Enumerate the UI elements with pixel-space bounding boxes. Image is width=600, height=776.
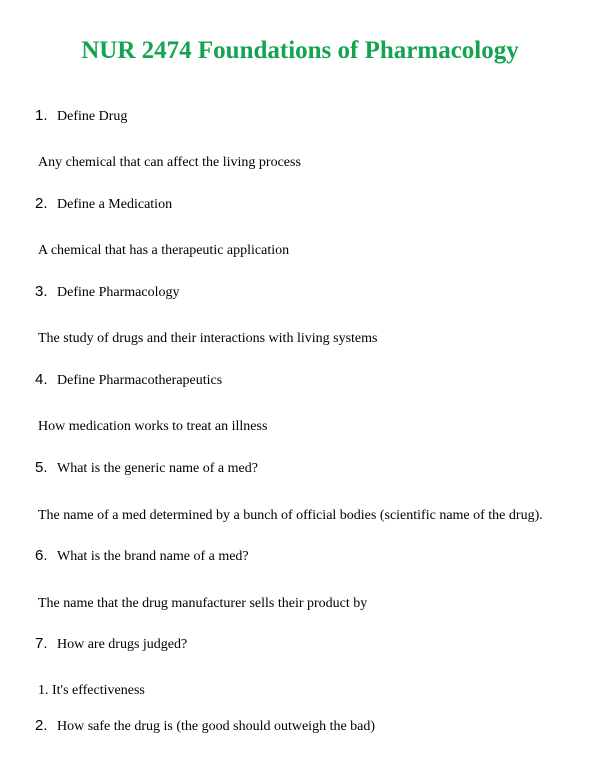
- question-number: 7.: [35, 635, 48, 652]
- answer-text: 1. It's effectiveness: [38, 683, 145, 698]
- question-item: [35, 282, 179, 303]
- question-text: Define Drug: [57, 109, 128, 124]
- answer-text: How medication works to treat an illness: [38, 419, 268, 434]
- question-item: [35, 106, 127, 127]
- question-text: Define a Medication: [57, 197, 173, 212]
- question-text: Define Pharmacotherapeutics: [57, 373, 223, 388]
- question-item: [35, 194, 172, 215]
- question-text: What is the brand name of a med?: [57, 549, 249, 564]
- question-number: 2.: [35, 717, 48, 734]
- answer-text: Any chemical that can affect the living process: [38, 155, 301, 170]
- answer-text: A chemical that has a therapeutic application: [38, 243, 290, 258]
- question-number: 4.: [35, 371, 48, 388]
- question-item: [35, 458, 258, 479]
- question-number: 2.: [35, 195, 48, 212]
- question-text: How are drugs judged?: [57, 637, 188, 652]
- question-text: How safe the drug is (the good should outweigh the bad): [57, 719, 376, 734]
- answer-text: The name that the drug manufacturer sells their product by: [38, 596, 368, 611]
- document-title: NUR 2474 Foundations of Pharmacology: [81, 37, 519, 64]
- answer-text: The study of drugs and their interactions with living systems: [38, 331, 378, 346]
- question-item: [35, 634, 187, 655]
- question-text: Define Pharmacology: [57, 285, 180, 300]
- question-number: 1.: [35, 107, 48, 124]
- question-number: 3.: [35, 283, 48, 300]
- question-number: 6.: [35, 547, 48, 564]
- question-item: [35, 546, 249, 567]
- question-item: [35, 716, 375, 737]
- question-text: What is the generic name of a med?: [57, 461, 258, 476]
- question-number: 5.: [35, 459, 48, 476]
- question-item: [35, 370, 222, 391]
- answer-text: The name of a med determined by a bunch of official bodies (scientific name of the drug).: [38, 508, 543, 523]
